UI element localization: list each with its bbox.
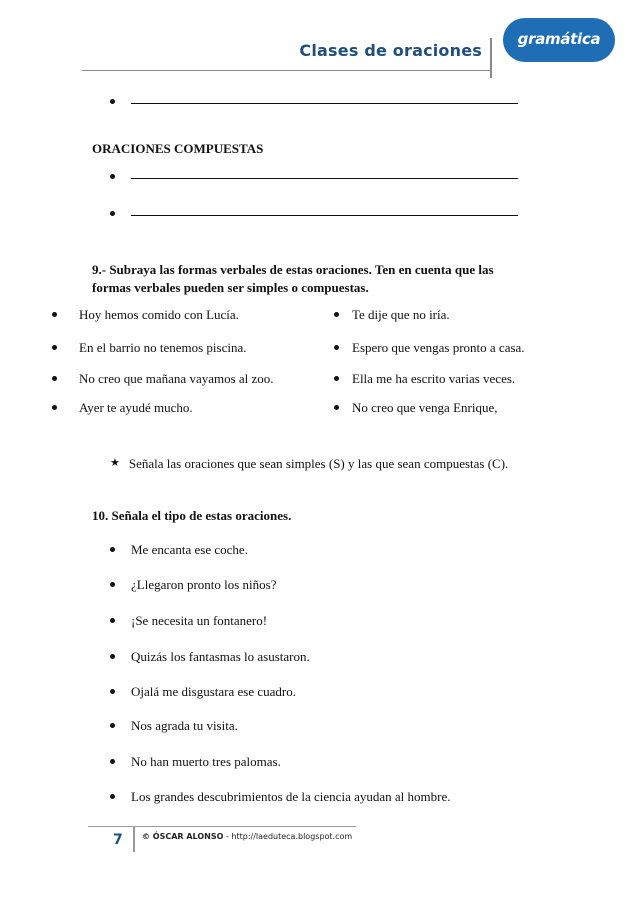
list-item <box>334 306 450 323</box>
sentence: Hoy hemos comido con Lucía. <box>79 307 239 322</box>
blank-bullet-3 <box>110 205 115 216</box>
bullet-icon <box>110 211 115 216</box>
sentence: Nos agrada tu visita. <box>131 718 238 733</box>
bullet-icon <box>110 582 115 587</box>
sentence: ¿Llegaron pronto los niños? <box>131 577 277 592</box>
instruction-text: Señala las oraciones que sean simples (S) y las que sean compuestas (C). <box>128 456 509 471</box>
list-item <box>110 612 267 629</box>
list-item <box>110 788 450 805</box>
sentence: Me encanta ese coche. <box>131 542 248 557</box>
sentence: Quizás los fantasmas lo asustaron. <box>131 649 310 664</box>
list-item <box>110 576 277 593</box>
list-item <box>52 399 193 416</box>
bullet-icon <box>334 312 339 317</box>
list-item <box>110 683 296 700</box>
sentence: Ojalá me disgustara ese cuadro. <box>131 684 296 699</box>
logo-text: gramática <box>517 30 601 48</box>
sentence: En el barrio no tenemos piscina. <box>79 340 247 355</box>
bullet-icon <box>110 723 115 728</box>
star-icon: ★ <box>110 457 120 469</box>
exercise9-prompt-line2: formas verbales pueden ser simples o compuestas. <box>92 280 369 295</box>
bullet-icon <box>334 345 339 350</box>
section-heading: ORACIONES COMPUESTAS <box>92 141 264 156</box>
star-instruction <box>110 455 508 472</box>
list-item <box>52 339 247 356</box>
blank-line <box>131 178 518 179</box>
exercise9-prompt-line1: 9.- Subraya las formas verbales de estas oraciones. Ten en cuenta que las <box>92 262 494 277</box>
sentence: Espero que vengas pronto a casa. <box>352 340 525 355</box>
blank-bullet-1 <box>110 93 115 104</box>
bullet-icon <box>52 312 57 317</box>
blank-bullet-2 <box>110 168 115 179</box>
header-rule <box>82 70 490 71</box>
bullet-icon <box>110 654 115 659</box>
bullet-icon <box>110 759 115 764</box>
bullet-icon <box>52 405 57 410</box>
sentence: Ella me ha escrito varias veces. <box>352 371 516 386</box>
list-item <box>110 753 281 770</box>
list-item <box>334 370 515 387</box>
blank-line <box>131 103 518 104</box>
bullet-icon <box>334 405 339 410</box>
list-item <box>52 306 239 323</box>
list-item <box>334 399 497 416</box>
list-item <box>110 648 310 665</box>
sentence: Te dije que no iría. <box>352 307 450 322</box>
bullet-icon <box>110 547 115 552</box>
list-item <box>110 717 238 734</box>
blank-line <box>131 215 518 216</box>
footer-url: - http://laeduteca.blogspot.com <box>223 832 353 841</box>
sentence: ¡Se necesita un fontanero! <box>131 613 268 628</box>
footer-author: © ÓSCAR ALONSO <box>142 832 224 841</box>
bullet-icon <box>110 618 115 623</box>
sentence: No han muerto tres palomas. <box>131 754 281 769</box>
list-item <box>334 339 525 356</box>
page-number: 7 <box>113 832 123 848</box>
sentence: Los grandes descubrimientos de la ciencia ayudan al hombre. <box>131 789 451 804</box>
footer-divider <box>133 826 135 852</box>
bullet-icon <box>52 376 57 381</box>
exercise10-heading: 10. Señala el tipo de estas oraciones. <box>92 508 292 523</box>
sentence: Ayer te ayudé mucho. <box>79 400 193 415</box>
sentence: No creo que mañana vayamos al zoo. <box>79 371 274 386</box>
header-divider <box>490 38 492 78</box>
bullet-icon <box>110 689 115 694</box>
bullet-icon <box>334 376 339 381</box>
bullet-icon <box>110 794 115 799</box>
list-item <box>110 541 248 558</box>
footer-rule <box>88 826 356 827</box>
bullet-icon <box>110 99 115 104</box>
bullet-icon <box>110 174 115 179</box>
sentence: No creo que venga Enrique, <box>352 400 498 415</box>
footer-credit <box>142 832 352 841</box>
list-item <box>52 370 274 387</box>
bullet-icon <box>52 345 57 350</box>
page-title: Clases de oraciones <box>299 41 482 60</box>
